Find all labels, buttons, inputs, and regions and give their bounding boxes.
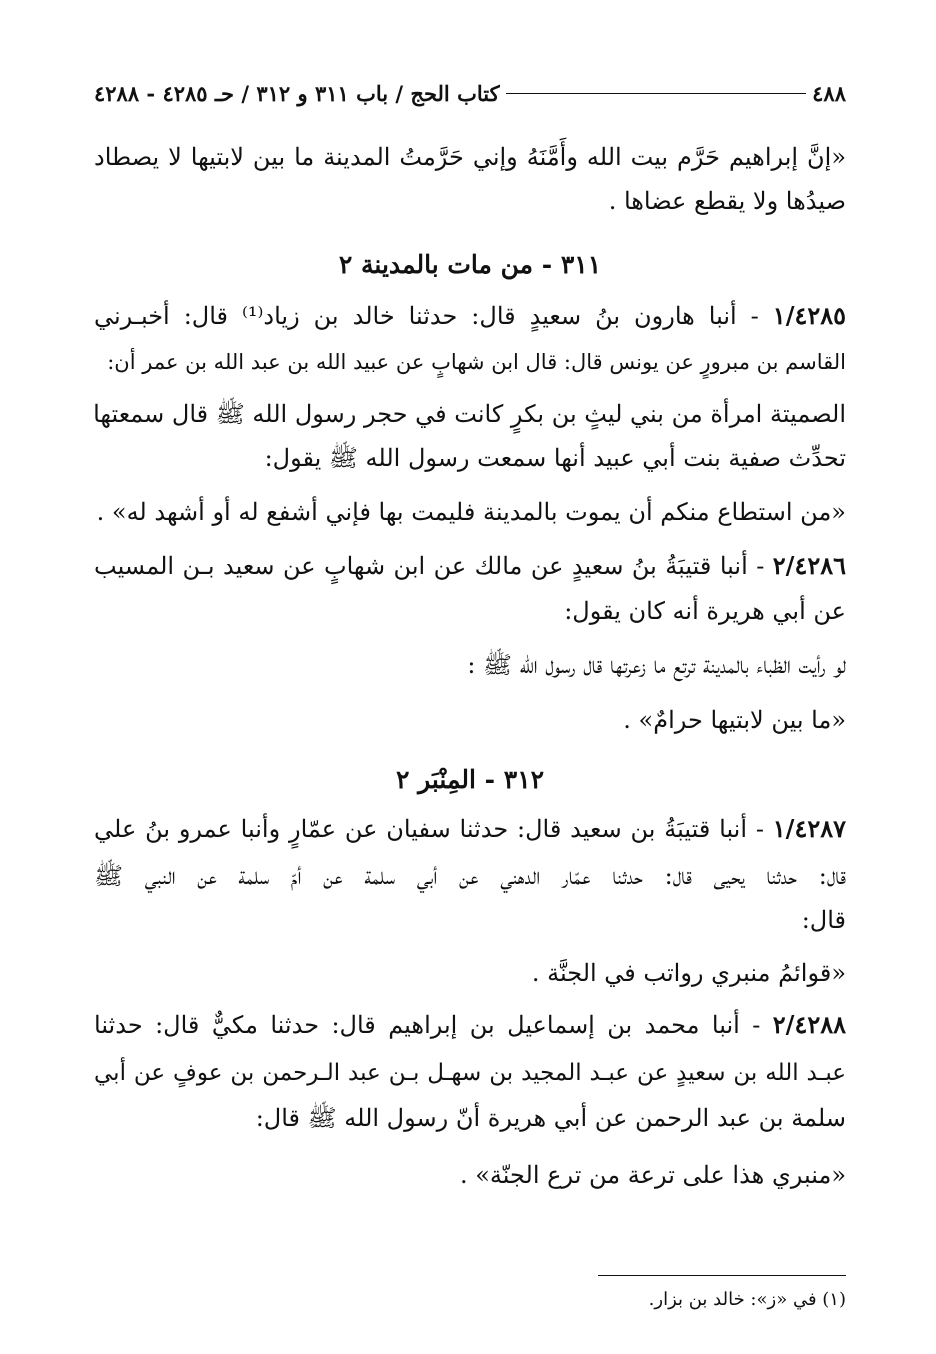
text-line: الصميتة امرأة من بني ليثٍ بن بكرٍ كانت في حجر رسول الله ﷺ قال سمعتها (93, 400, 846, 428)
hadith-number: ١/٤٢٨٥ (772, 301, 847, 330)
hadith-line (94, 299, 846, 333)
text-line: قال: (801, 906, 846, 934)
hadith-number: ١/٤٢٨٧ (772, 814, 846, 843)
text-line: «منبري هذا على ترعة من ترع الجنّة» . (459, 1161, 846, 1189)
text-line: سلمة بن عبد الرحمن عن أبي هريرة أنّ رسول الله ﷺ قال: (255, 1104, 846, 1132)
hadith-line (94, 549, 846, 583)
text-line: «ما بين لابتيها حرامٌ» . (623, 706, 846, 734)
hadith-number: ٢/٤٢٨٦ (772, 551, 846, 580)
text-line: صيدُها ولا يقطع عضاها . (608, 187, 846, 215)
text-line: «من استطاع منكم أن يموت بالمدينة فليمت بها فإني أشفع له أو أشهد له» . (96, 498, 846, 526)
hadith-line (94, 812, 846, 846)
section-heading-312: ٣١٢ - المِنْبَر ٢ (395, 765, 545, 794)
text-line: عن أبي هريرة أنه كان يقول: (564, 597, 846, 625)
footnote: (١) في «ز»: خالد بن بزار. (648, 1289, 846, 1310)
text-line: لو رأيت الظباء بالمدينة ترتع ما زعرتها قال رسول الله ﷺ : (467, 651, 846, 679)
text-line: عبـد الله بن سعيدٍ عن عبـد المجيد بن سهـل بـن عبد الـرحمن بن عوفٍ عن أبي (94, 1060, 846, 1086)
hadith-text: - أنبا هارون بنُ سعيدٍ قال: حدثنا خالد بن زياد⁽¹⁾ قال: أخبـرني (94, 302, 773, 330)
text-line: قال: حدثنا يحيى قال: حدثنا عمّار الدهني عن أبي سلمة عن أمّ سلمة عن النبي ﷺ (94, 862, 846, 890)
footnote-rule (598, 1275, 846, 1276)
header-rule (506, 93, 807, 94)
section-heading-311: ٣١١ - من مات بالمدينة ٢ (338, 250, 602, 279)
header-title: كتاب الحج / باب ٣١١ و ٣١٢ / حـ ٤٢٨٥ - ٤٢٨٨ (94, 80, 500, 106)
running-header (94, 78, 846, 108)
hadith-text: - أنبا محمد بن إسماعيل بن إبراهيم قال: حدثنا مكيٌّ قال: حدثنا (94, 1011, 773, 1039)
hadith-line (94, 1008, 846, 1042)
text-line: «إنَّ إبراهيم حَرَّم بيت الله وأَمَّنَهُ وإني حَرَّمتُ المدينة ما بين لابتيها لا يصطاد (94, 143, 846, 171)
hadith-text: - أنبا قتيبَةُ بنُ سعيدٍ عن مالك عن ابن شهابٍ عن سعيد بـن المسيب (94, 552, 773, 580)
page-number: ٤٨٨ (812, 80, 846, 106)
hadith-number: ٢/٤٢٨٨ (772, 1010, 846, 1039)
hadith-text: - أنبا قتيبَةُ بن سعيد قال: حدثنا سفيان عن عمّارٍ وأنبا عمرو بنُ علي (94, 815, 773, 843)
text-line: تحدِّث صفية بنت أبي عبيد أنها سمعت رسول الله ﷺ يقول: (264, 444, 846, 472)
text-line: القاسم بن مبرورٍ عن يونس قال: قال ابن شهابٍ عن عبيد الله بن عبد الله بن عمر أن: (107, 350, 846, 374)
text-line: «قوائمُ منبري رواتب في الجنَّة . (531, 959, 846, 987)
